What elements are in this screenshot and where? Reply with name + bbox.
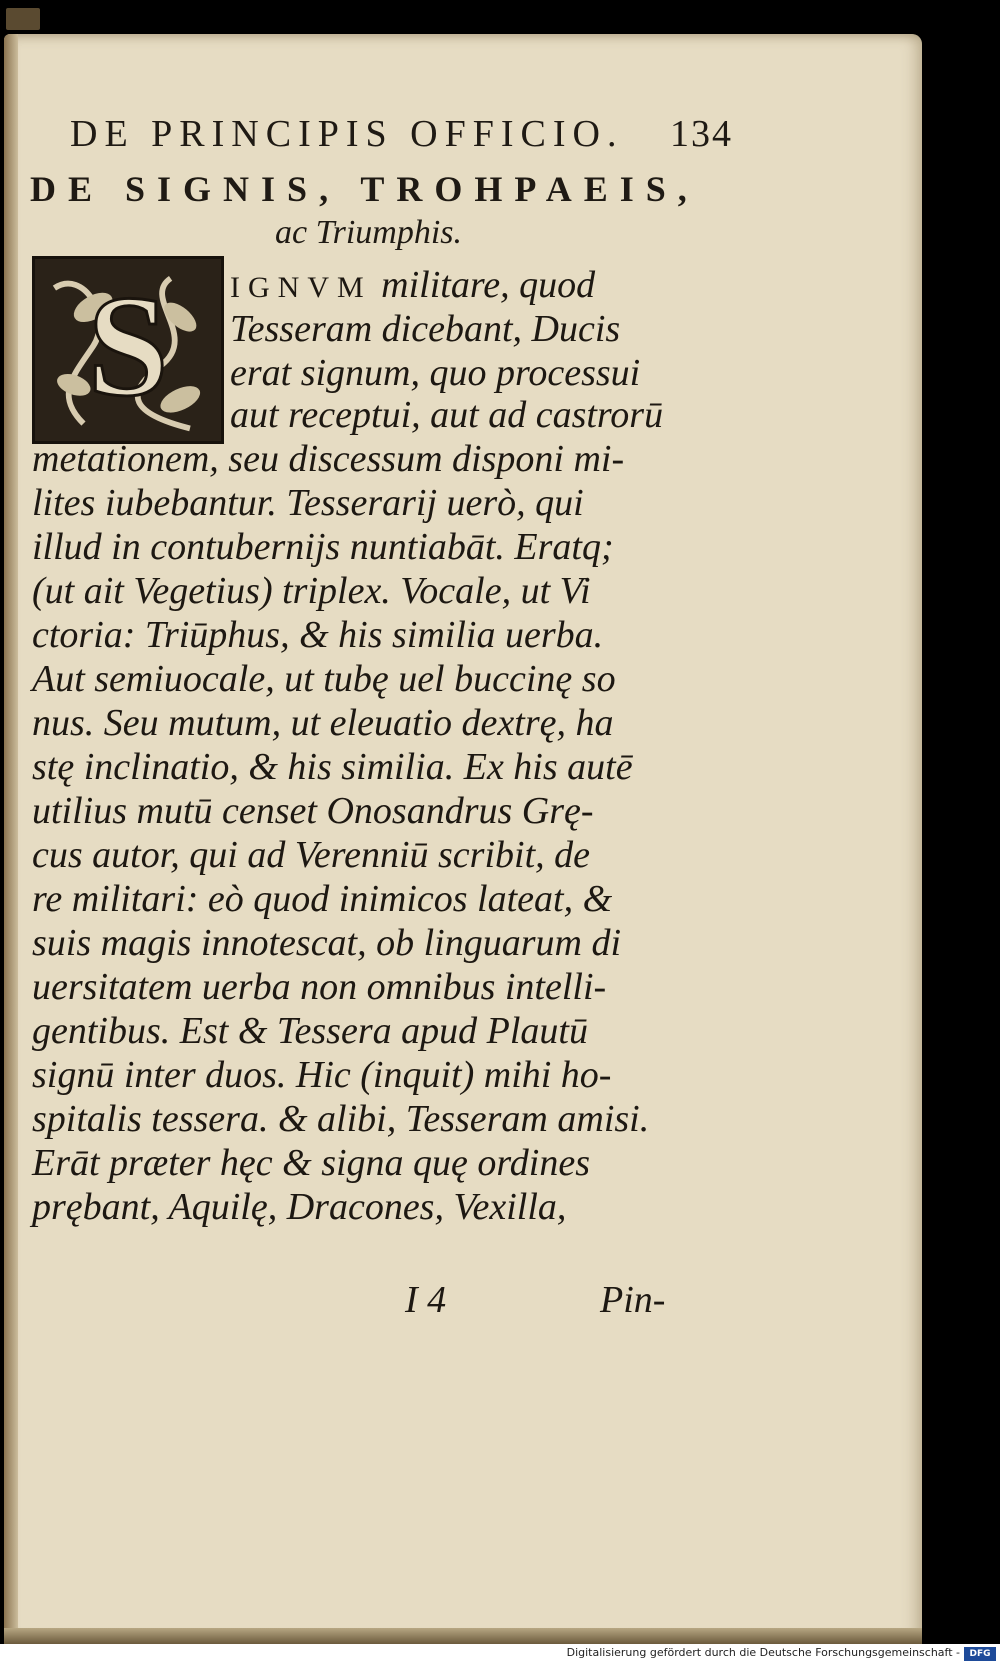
corner-mark	[6, 8, 40, 30]
text-line: prębant, Aquilę, Dracones, Vexilla,	[32, 1186, 567, 1228]
text-line: illud in contubernijs nuntiabāt. Eratq;	[32, 526, 614, 568]
text-line: stę inclinatio, & his similia. Ex his autē	[32, 746, 633, 788]
text-line: Aut semiuocale, ut tubę uel buccinę so	[32, 658, 616, 700]
text-line: (ut ait Vegetius) triplex. Vocale, ut Vi	[32, 570, 591, 612]
text-line: Tesseram dicebant, Ducis	[230, 308, 621, 350]
footer-bar	[0, 1644, 1000, 1664]
text-line: cus autor, qui ad Verenniū scribit, de	[32, 834, 590, 876]
text-line: utilius mutū censet Onosandrus Grę-	[32, 790, 594, 832]
text-line: lites iubebantur. Tesserarij uerò, qui	[32, 482, 584, 524]
text-line: erat signum, quo processui	[230, 352, 641, 394]
text-line: suis magis innotescat, ob linguarum di	[32, 922, 622, 964]
text-line: spitalis tessera. & alibi, Tesseram amisi.	[32, 1098, 650, 1140]
footer-credit: Digitalisierung gefördert durch die Deutsche Forschungsgemeinschaft -	[566, 1646, 960, 1659]
text-line: ctoria: Triūphus, & his similia uerba.	[32, 614, 604, 656]
chapter-title-line2: ac Triumphis.	[275, 214, 463, 251]
folio-number: 134	[670, 113, 733, 155]
dfg-logo-icon: DFG	[964, 1647, 996, 1661]
text-line: re militari: eò quod inimicos lateat, &	[32, 878, 613, 920]
text-line: signū inter duos. Hic (inquit) mihi ho-	[32, 1054, 612, 1096]
foliage-initial-icon	[35, 259, 221, 441]
text-line: metationem, seu discessum disponi mi-	[32, 438, 625, 480]
running-head-text: DE PRINCIPIS OFFICIO.	[70, 113, 624, 155]
text-line: nus. Seu mutum, ut eleuatio dextrę, ha	[32, 702, 614, 744]
small-caps-word: IGNVM	[230, 271, 372, 304]
running-head	[70, 112, 750, 162]
text-line: aut receptui, aut ad castrorū	[230, 394, 664, 436]
decorated-initial-image	[32, 256, 224, 444]
text-line: IGNVM militare, quod	[230, 264, 596, 306]
signature-mark: I 4	[405, 1279, 447, 1321]
text-line: Erāt præter hęc & signa quę ordines	[32, 1142, 590, 1184]
text-line: gentibus. Est & Tessera apud Plautū	[32, 1010, 588, 1052]
page-bottom-edge	[4, 1628, 922, 1644]
page-spine	[4, 34, 18, 1642]
catchword: Pin-	[600, 1279, 666, 1321]
chapter-title-line1: DE SIGNIS, TROHPAEIS,	[30, 169, 699, 209]
initial-letter: S	[87, 266, 169, 427]
text-line: uersitatem uerba non omnibus intelli-	[32, 966, 607, 1008]
